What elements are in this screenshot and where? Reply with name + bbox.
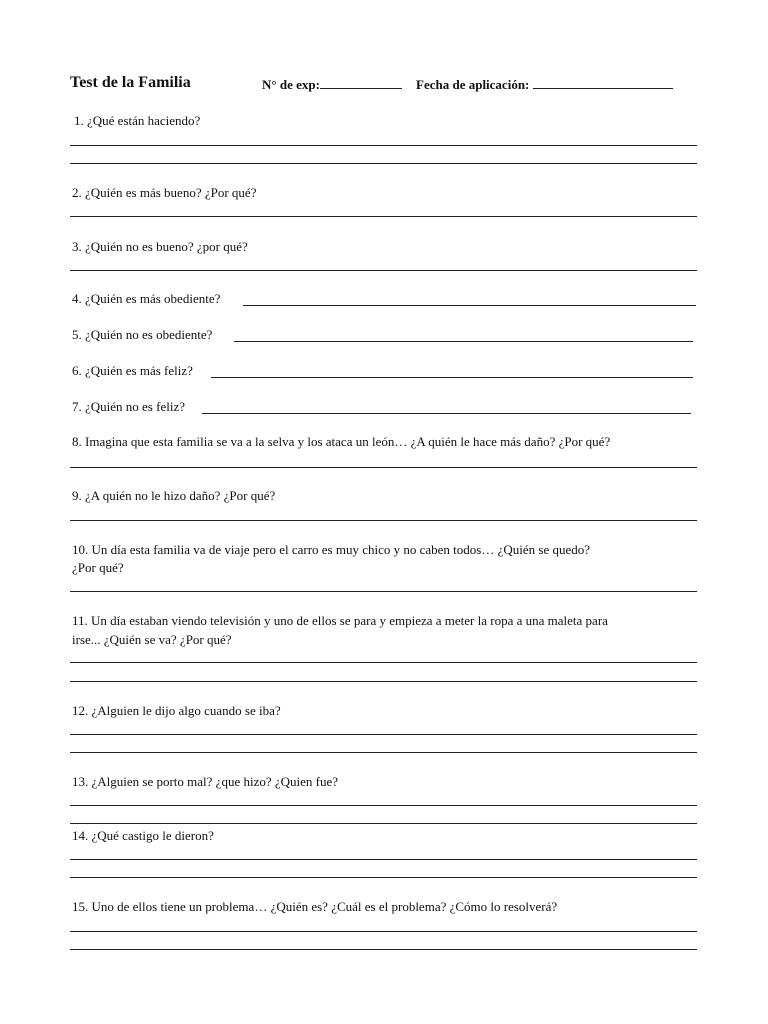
answer-line[interactable]: [70, 467, 697, 468]
question-7: 7. ¿Quién no es feliz?: [72, 399, 185, 414]
answer-line[interactable]: [70, 216, 697, 217]
question-11-line-1: 11. Un día estaban viendo televisión y uno de ellos se para y empieza a meter la ropa a una maleta para: [72, 613, 608, 628]
exp-number-label: N° de exp:: [262, 77, 320, 92]
answer-line[interactable]: [70, 662, 697, 663]
answer-line[interactable]: [70, 681, 697, 682]
answer-line[interactable]: [243, 305, 696, 306]
exp-number-blank[interactable]: [320, 77, 402, 89]
application-date-label: Fecha de aplicación:: [416, 77, 530, 92]
question-11-line-2: irse... ¿Quién se va? ¿Por qué?: [72, 632, 232, 647]
answer-line[interactable]: [234, 341, 693, 342]
question-12: 12. ¿Alguien le dijo algo cuando se iba?: [72, 703, 281, 718]
question-1: 1. ¿Qué están haciendo?: [74, 113, 201, 128]
answer-line[interactable]: [70, 805, 697, 806]
question-6: 6. ¿Quién es más feliz?: [72, 363, 193, 378]
application-date-field[interactable]: [416, 77, 673, 93]
answer-line[interactable]: [70, 823, 697, 824]
question-2: 2. ¿Quién es más bueno? ¿Por qué?: [72, 185, 257, 200]
answer-line[interactable]: [70, 859, 697, 860]
answer-line[interactable]: [70, 949, 697, 950]
question-10-line-2: ¿Por qué?: [72, 560, 124, 575]
answer-line[interactable]: [202, 413, 691, 414]
answer-line[interactable]: [211, 377, 693, 378]
answer-line[interactable]: [70, 145, 697, 146]
document-title: Test de la Familia: [70, 74, 191, 91]
question-13: 13. ¿Alguien se porto mal? ¿que hizo? ¿Quien fue?: [72, 774, 339, 789]
answer-line[interactable]: [70, 520, 697, 521]
answer-line[interactable]: [70, 752, 697, 753]
question-15: 15. Uno de ellos tiene un problema… ¿Quién es? ¿Cuál es el problema? ¿Cómo lo resolverá?: [72, 899, 558, 914]
answer-line[interactable]: [70, 163, 697, 164]
exp-number-field[interactable]: [262, 77, 402, 93]
application-date-blank[interactable]: [533, 77, 673, 89]
question-5: 5. ¿Quién no es obediente?: [72, 327, 213, 342]
question-4: 4. ¿Quién es más obediente?: [72, 291, 221, 306]
question-9: 9. ¿A quién no le hizo daño? ¿Por qué?: [72, 488, 276, 503]
answer-line[interactable]: [70, 270, 697, 271]
answer-line[interactable]: [70, 734, 697, 735]
question-3: 3. ¿Quién no es bueno? ¿por qué?: [72, 239, 248, 254]
question-14: 14. ¿Qué castigo le dieron?: [72, 828, 214, 843]
question-8: 8. Imagina que esta familia se va a la selva y los ataca un león… ¿A quién le hace más daño? ¿Por qué?: [72, 434, 611, 449]
answer-line[interactable]: [70, 877, 697, 878]
answer-line[interactable]: [70, 931, 697, 932]
answer-line[interactable]: [70, 591, 697, 592]
question-10-line-1: 10. Un día esta familia va de viaje pero el carro es muy chico y no caben todos… ¿Quién se quedo?: [72, 542, 591, 557]
